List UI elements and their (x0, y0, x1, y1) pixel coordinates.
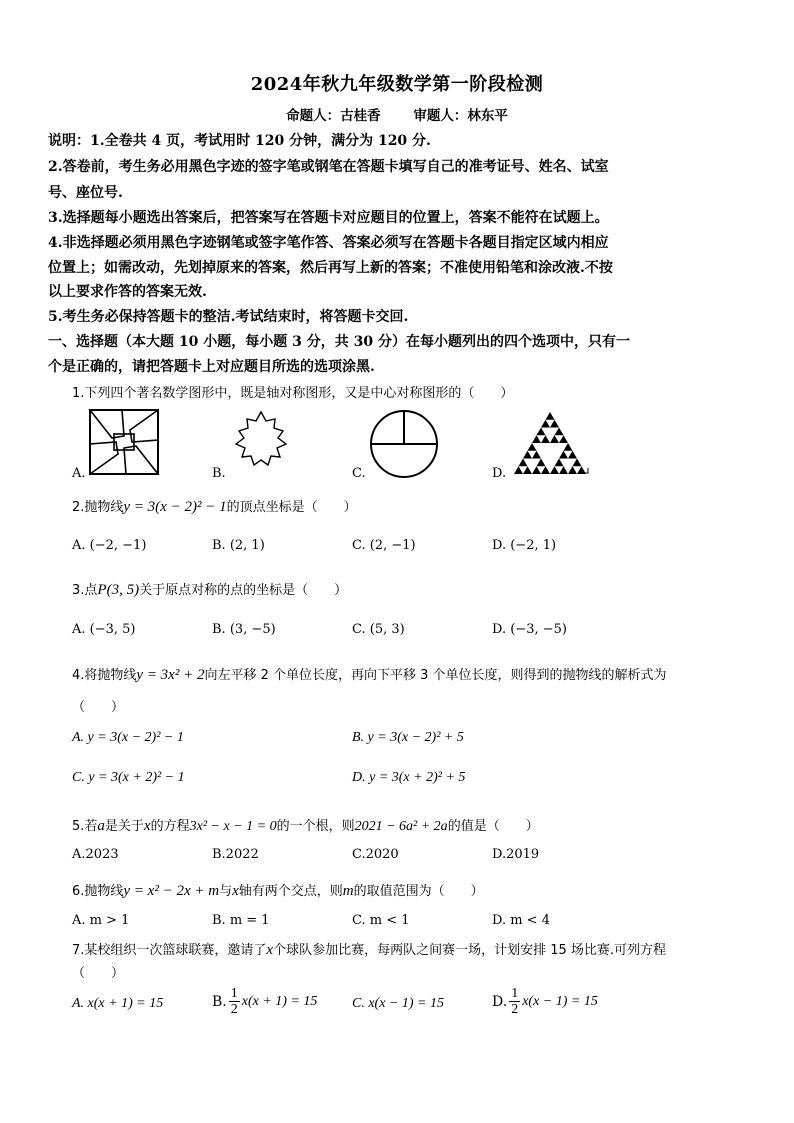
question-3-stem: 3.点P(3, 5)关于原点对称的点的坐标是（ ） (72, 582, 348, 598)
question-7-option-d: D. 1 2 x(x − 1) = 15 (492, 986, 598, 1018)
question-7-option-b: B. 1 2 x(x + 1) = 15 (212, 986, 318, 1018)
question-4-option-d: D. y = 3(x + 2)² + 5 (352, 770, 466, 785)
question-2-option-c: C. (2, −1) (352, 538, 416, 553)
q2-expression: y = 3(x − 2)² − 1 (123, 499, 227, 515)
note-line: 5.考生务必保持答题卡的整洁.考试结束时，将答题卡交回. (48, 309, 409, 325)
note-line: 以上要求作答的答案无效. (48, 284, 207, 300)
note-line: 3.选择题每小题选出答案后，把答案写在答题卡对应题目的位置上，答案不能符在试题上。 (48, 210, 609, 226)
question-6-option-d: D. m < 4 (492, 913, 550, 928)
question-6-stem: 6.抛物线y = x² − 2x + m与x轴有两个交点，则m的取值范围为（ ） (72, 883, 484, 899)
section-heading: 一、选择题（本大题 10 小题，每小题 3 分，共 30 分）在每小题列出的四个选项中，只有一 (48, 334, 630, 350)
question-3-option-c: C. (5, 3) (352, 622, 405, 637)
exam-title: 2024年秋九年级数学第一阶段检测 (250, 74, 544, 95)
question-1-label-a: A. (72, 466, 86, 481)
note-line: 号、座位号. (48, 185, 123, 201)
question-1-label-d: D. (492, 466, 507, 481)
question-4-paren: （ ） (72, 700, 125, 715)
question-4-stem: 4.将抛物线y = 3x² + 2向左平移 2 个单位长度，再向下平移 3 个单位长度，则得到的抛物线的解析式为 (72, 667, 667, 683)
question-1-stem: 1.下列四个著名数学图形中，既是轴对称图形，又是中心对称图形的（ ） (72, 386, 514, 401)
koch-snowflake-figure (228, 410, 294, 474)
question-2-option-a: A. (−2, −1) (72, 538, 147, 553)
setter-name: 命题人：古桂香 (286, 108, 381, 124)
question-6-option-b: B. m = 1 (212, 913, 270, 928)
question-5-option-c: C.2020 (352, 847, 399, 862)
note-line: 4.非选择题必须用黑色字迹钢笔或签字笔作答、答案必须写在答题卡各题目指定区域内相应 (48, 235, 609, 251)
question-5-option-a: A.2023 (72, 847, 119, 862)
question-6-option-a: A. m > 1 (72, 913, 130, 928)
question-7-stem: 7.某校组织一次篮球联赛，邀请了x个球队参加比赛，每两队之间赛一场，计划安排 15 场比赛.可列方程 (72, 942, 667, 958)
question-5-stem: 5.若a是关于x的方程3x² − x − 1 = 0的一个根，则2021 − 6a² + 2a的值是（ ） (72, 818, 539, 834)
question-4-option-c: C. y = 3(x + 2)² − 1 (72, 770, 185, 785)
question-1-label-c: C. (352, 466, 366, 481)
question-4-option-a: A. y = 3(x − 2)² − 1 (72, 730, 184, 745)
question-7-option-a: A. x(x + 1) = 15 (72, 996, 164, 1011)
question-1-label-b: B. (212, 466, 226, 481)
note-line: 2.答卷前，考生务必用黑色字迹的签字笔或钢笔在答题卡填写自己的准考证号、姓名、试室 (48, 159, 609, 175)
question-3-option-a: A. (−3, 5) (72, 622, 136, 637)
authors-line (0, 104, 794, 124)
q6-expression: y = x² − 2x + m (123, 883, 220, 899)
question-2-stem: 2.抛物线y = 3(x − 2)² − 1的顶点坐标是（ ） (72, 499, 357, 515)
question-7-option-c: C. x(x − 1) = 15 (352, 996, 444, 1011)
q3-expression: P(3, 5) (97, 582, 140, 598)
q5-equation: 3x² − x − 1 = 0 (189, 819, 277, 834)
question-5-option-d: D.2019 (492, 847, 540, 862)
question-4-option-b: B. y = 3(x − 2)² + 5 (352, 730, 464, 745)
section-heading: 个是正确的，请把答题卡上对应题目所选的选项涂黑. (48, 359, 375, 375)
question-3-option-b: B. (3, −5) (212, 622, 276, 637)
note-line: 说明：1.全卷共 4 页，考试用时 120 分钟，满分为 120 分. (48, 133, 431, 149)
question-5-option-b: B.2022 (212, 847, 259, 862)
question-3-option-d: D. (−3, −5) (492, 622, 567, 637)
question-6-option-c: C. m < 1 (352, 913, 410, 928)
circle-divided-figure (368, 408, 440, 480)
pinwheel-square-figure (88, 408, 160, 476)
reviewer-name: 审题人：林东平 (413, 108, 508, 124)
sierpinski-triangle-figure (510, 410, 594, 476)
question-7-paren: （ ） (72, 966, 125, 981)
q4-expression: y = 3x² + 2 (136, 667, 205, 683)
question-2-option-b: B. (2, 1) (212, 538, 265, 553)
q5-expression: 2021 − 6a² + 2a (354, 819, 448, 834)
note-line: 位置上；如需改动，先划掉原来的答案，然后再写上新的答案；不准使用铅笔和涂改液.不按 (48, 260, 613, 276)
question-2-option-d: D. (−2, 1) (492, 538, 557, 553)
